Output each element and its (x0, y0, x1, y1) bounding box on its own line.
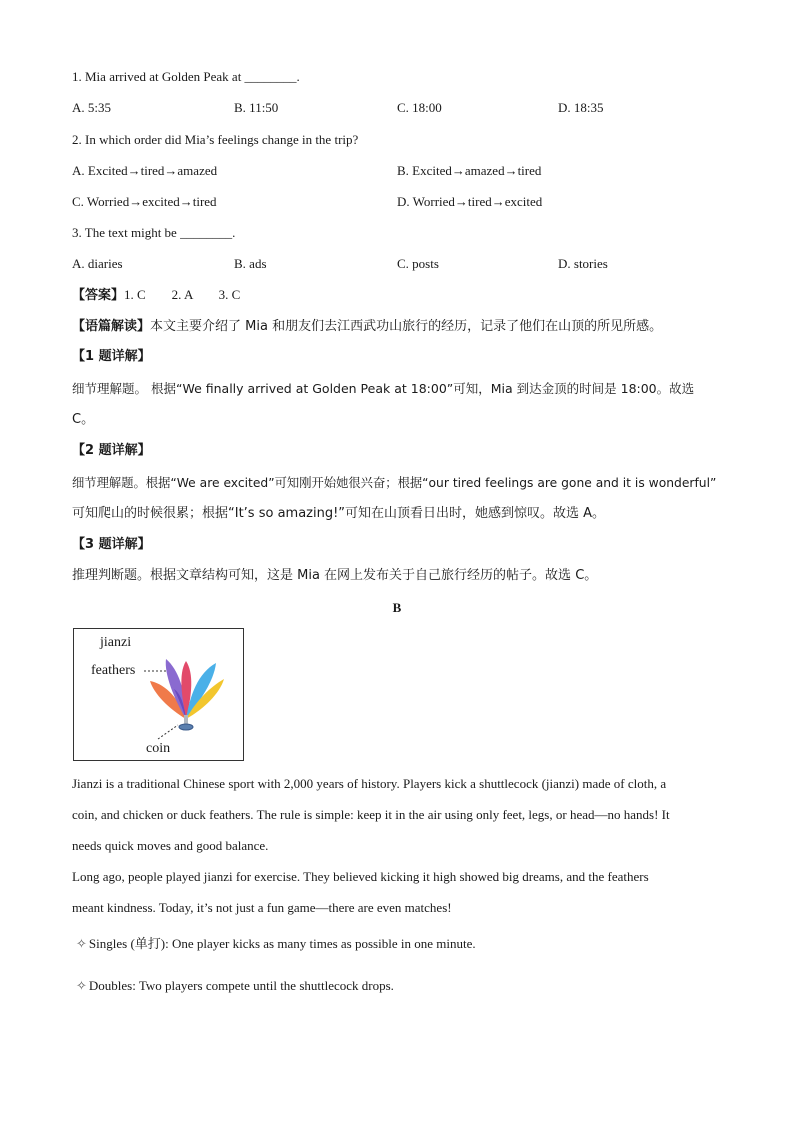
bullet-singles (76, 936, 476, 952)
q3-option-c: C. posts (397, 256, 439, 271)
bullet-singles-text: Singles (单打): One player kicks as many times as possible in one minute. (88, 936, 476, 951)
q2-option-b: B. Excited→amazed→tired (397, 163, 542, 178)
q2-option-d: D. Worried→tired→excited (397, 194, 543, 209)
q3-option-d: D. stories (558, 256, 608, 271)
detail3-line1: 推理判断题。根据文章结构可知，这是 Mia 在网上发布关于自己旅行经历的帖子。故选 C。 (72, 568, 598, 583)
q1-option-b: B. 11:50 (234, 100, 279, 115)
figure-label-coin: coin (146, 741, 171, 756)
q2-option-a: A. Excited→tired→amazed (72, 163, 218, 178)
figure-label-jianzi: jianzi (100, 635, 132, 650)
detail1-tag: 【1 题详解】 (72, 349, 151, 364)
section-b-heading: B (392, 600, 402, 615)
detail2-line1: 细节理解题。根据“We are excited”可知刚开始她很兴奋；根据“our tired feelings are gone and it is wonderful” (72, 476, 717, 490)
passage-p1-line2: coin, and chicken or duck feathers. The rule is simple: keep it in the air using only feet, legs, or head—no hands! It (72, 807, 670, 822)
bullet-doubles-text: Doubles: Two players compete until the shuttlecock drops. (88, 978, 394, 993)
reading-line (72, 318, 662, 335)
q3-option-b: B. ads (234, 256, 267, 271)
q1-option-d: D. 18:35 (558, 100, 604, 115)
passage-p2-line2: meant kindness. Today, it’s not just a fun game—there are even matches! (72, 900, 452, 915)
figure-label-feathers: feathers (91, 663, 136, 678)
bullet-doubles (76, 978, 394, 994)
answer-tag: 【答案】 (72, 288, 125, 303)
jianzi-figure (73, 628, 244, 761)
q1-stem: 1. Mia arrived at Golden Peak at ________. (72, 69, 300, 84)
detail1-line1: 细节理解题。 根据“We finally arrived at Golden Peak at 18:00”可知，Mia 到达金顶的时间是 18:00。故选 (72, 381, 695, 396)
detail3-tag: 【3 题详解】 (72, 537, 151, 552)
q2-option-c: C. Worried→excited→tired (72, 194, 217, 209)
reading-tag: 【语篇解读】 (72, 319, 151, 334)
detail2-tag: 【2 题详解】 (72, 443, 151, 458)
sparkle-icon: ✧ (76, 978, 87, 993)
detail1-line2: C。 (72, 412, 95, 427)
answer-text: 1. C 2. A 3. C (124, 287, 241, 302)
q3-stem: 3. The text might be ________. (72, 225, 236, 240)
detail2-line2: 可知爬山的时候很累；根据“It’s so amazing!”可知在山顶看日出时，她感到惊叹。故选 A。 (72, 506, 606, 521)
q1-option-c: C. 18:00 (397, 100, 442, 115)
q1-option-a: A. 5:35 (72, 100, 111, 115)
passage-p1-line1: Jianzi is a traditional Chinese sport with 2,000 years of history. Players kick a shuttlecock (jianzi) made of cloth, a (72, 776, 667, 791)
sparkle-icon: ✧ (76, 936, 87, 951)
answer-line (72, 287, 240, 304)
shuttlecock-illustration (74, 629, 243, 760)
q3-option-a: A. diaries (72, 256, 123, 271)
passage-p2-line1: Long ago, people played jianzi for exercise. They believed kicking it high showed big dreams, and the feathers (72, 869, 649, 884)
reading-text: 本文主要介绍了 Mia 和朋友们去江西武功山旅行的经历，记录了他们在山顶的所见所感。 (150, 319, 663, 334)
passage-p1-line3: needs quick moves and good balance. (72, 838, 269, 853)
q2-stem: 2. In which order did Mia’s feelings change in the trip? (72, 132, 359, 147)
